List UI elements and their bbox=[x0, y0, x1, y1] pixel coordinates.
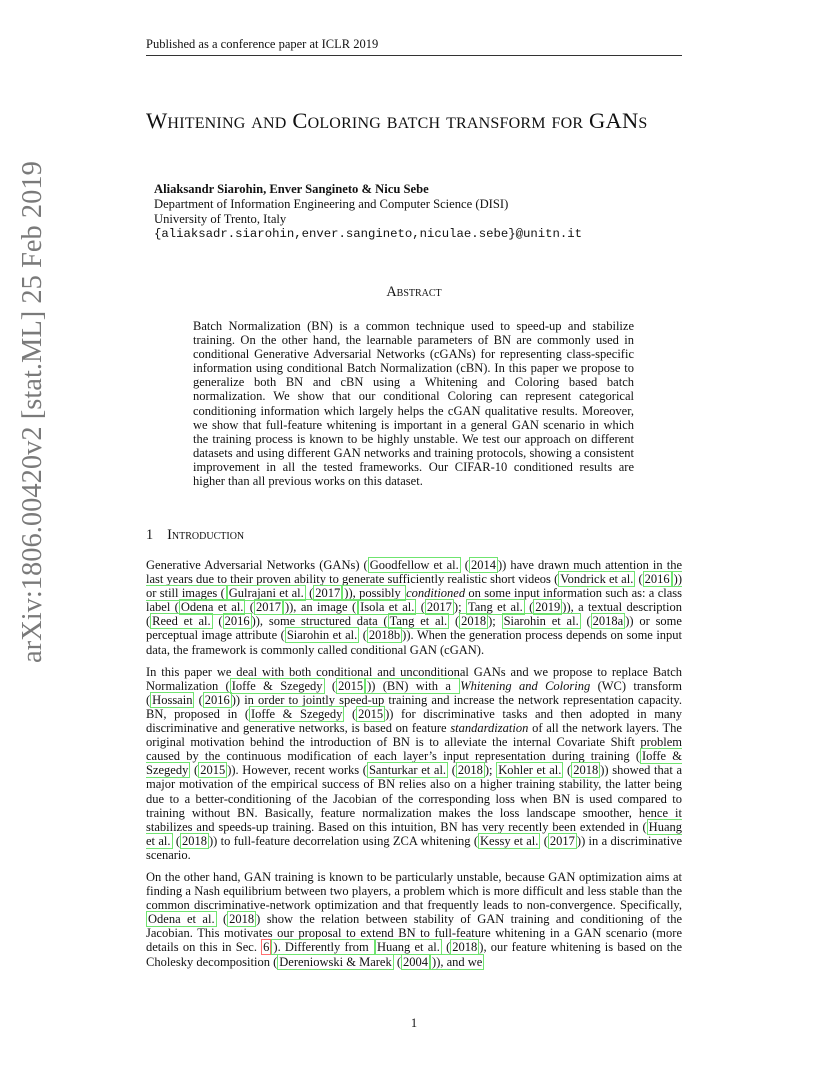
text-run: ( bbox=[441, 940, 451, 955]
text-run: ( bbox=[580, 614, 591, 629]
text-run: ); bbox=[484, 763, 497, 778]
citation-link[interactable]: 2017 bbox=[315, 586, 341, 601]
citation-link[interactable]: 2018 bbox=[457, 763, 483, 778]
citation-link[interactable]: 2015 bbox=[358, 706, 384, 721]
text-run: )), some structured data ( bbox=[251, 614, 388, 629]
citation-link[interactable]: ). Differently from bbox=[273, 940, 373, 955]
paragraph bbox=[146, 665, 682, 862]
citation-link[interactable]: 2017 bbox=[426, 600, 452, 615]
citation-link[interactable]: 2016 bbox=[204, 692, 230, 707]
text-run: ); bbox=[453, 600, 466, 615]
text-run: ( bbox=[393, 954, 402, 969]
citation-link[interactable]: 2018 bbox=[461, 614, 487, 629]
citation-link[interactable]: Hossain bbox=[152, 692, 193, 707]
text-run: on some input information such as: a class label ( bbox=[146, 586, 682, 615]
text-run: ( bbox=[448, 763, 456, 778]
text-run: ( bbox=[344, 706, 357, 721]
text-run: ( bbox=[212, 614, 223, 629]
text-run: In this paper we deal with both conditional and unconditional GANs and we propose to replace Batch Normalization ( bbox=[146, 664, 682, 693]
page-number: 1 bbox=[410, 1016, 418, 1030]
section-heading-introduction bbox=[146, 526, 682, 544]
text-run: On the other hand, GAN training is known to be particularly unstable, because GAN optimization aims at finding a Nash equilibrium between two players, a problem which is more difficult and less stable than the common discriminative-network optimization and that frequently leads to non-convergence. Specifically, bbox=[146, 869, 682, 913]
citation-link[interactable]: 2016 bbox=[644, 572, 670, 587]
abstract-heading: Abstract bbox=[386, 284, 442, 300]
paragraph bbox=[146, 870, 682, 969]
citation-link[interactable]: 2018b bbox=[368, 628, 401, 643]
citation-link[interactable]: )) or still images ( bbox=[146, 572, 682, 601]
citation-link[interactable]: 2018 bbox=[452, 940, 478, 955]
citation-link[interactable]: 2018 bbox=[182, 833, 207, 848]
text-run: ( bbox=[524, 600, 534, 615]
text-run: ) show the relation between stability of GAN training and conditioning of the Jacobian. This motivates our proposal to extend BN to full-feature whitening in a GAN scenario (more details on this in Sec. bbox=[146, 912, 683, 955]
citation-link[interactable]: 2018 bbox=[573, 763, 599, 778]
text-run: ( bbox=[190, 763, 199, 778]
text-run: ( bbox=[449, 614, 460, 629]
citation-link[interactable]: Vondrick et al. bbox=[560, 572, 634, 587]
text-run: ( bbox=[172, 833, 180, 848]
citation-link[interactable]: )) (BN) with a bbox=[367, 678, 459, 693]
citation-link[interactable]: Odena et al. bbox=[180, 600, 244, 615]
citation-link[interactable]: Huang et al. bbox=[376, 940, 440, 955]
emphasis: conditioned bbox=[406, 586, 466, 601]
citation-link[interactable]: Ioffe & Szegedy bbox=[251, 706, 343, 721]
citation-link[interactable]: Santurkar et al. bbox=[368, 763, 447, 778]
citation-link[interactable]: Kessy et al. bbox=[480, 833, 539, 848]
citation-link[interactable]: 2018a bbox=[592, 614, 624, 629]
citation-link[interactable]: Ioffe & Szegedy bbox=[231, 678, 323, 693]
citation-link[interactable]: Siarohin et al. bbox=[503, 614, 579, 629]
text-run: ( bbox=[540, 833, 548, 848]
citation-link[interactable]: 2017 bbox=[549, 833, 575, 848]
affiliation-department: Department of Information Engineering and Computer Science (DISI) bbox=[154, 197, 509, 211]
author-emails: {aliaksadr.siarohin,enver.sangineto,niculae.sebe}@unitn.it bbox=[154, 227, 583, 241]
citation-link[interactable]: Odena et al. bbox=[148, 912, 215, 927]
citation-link[interactable]: Dereniowski & Marek bbox=[279, 954, 392, 969]
text-run: of all the network layers. The original motivation behind the introduction of BN is to alleviate the internal Covariate Shift problem caused by the continuous modification of each layer’s input representation during training ( bbox=[146, 721, 682, 764]
author-names: Aliaksandr Siarohin, Enver Sangineto & Nicu Sebe bbox=[154, 182, 429, 196]
citation-link[interactable]: 2015 bbox=[200, 763, 226, 778]
emphasis: Whitening and Coloring bbox=[460, 678, 591, 693]
citation-link[interactable]: Reed et al. bbox=[152, 614, 211, 629]
paper-title: Whitening and Coloring batch transform for GANs bbox=[146, 108, 648, 133]
citation-link[interactable]: Tang et al. bbox=[389, 614, 448, 629]
citation-link[interactable]: )), an image ( bbox=[284, 600, 357, 615]
text-run: ( bbox=[324, 678, 337, 693]
citation-link[interactable]: 2004 bbox=[403, 954, 429, 969]
text-run: ( bbox=[635, 572, 643, 587]
citation-link[interactable]: 2016 bbox=[224, 614, 250, 629]
citation-link[interactable]: 2019 bbox=[535, 600, 561, 615]
section-number: 1 bbox=[146, 527, 154, 543]
citation-link[interactable]: Huang et al. bbox=[146, 819, 682, 848]
abstract-text: Batch Normalization (BN) is a common technique used to speed-up and stabilize training. On the other hand, the learnable parameters of BN are commonly used in conditional Generative Adversarial Networks (cGANs) for representing class-specific information using conditional Batch Normalization (cBN). In this paper we propose to generalize both BN and cBN using a Whitening and Coloring based batch normalization. We show that our conditional Coloring can represent categorical conditioning information which largely helps the cGAN qualitative results. Moreover, we show that full-feature whitening is important in a general GAN scenario in which the training process is known to be highly unstable. We test our approach on different datasets and using different GAN networks and training protocols, showing a consistent improvement in all the tested frameworks. Our CIFAR-10 conditioned results are higher than all previous works on this dataset. bbox=[193, 319, 634, 489]
citation-link[interactable]: 2017 bbox=[255, 600, 281, 615]
arxiv-id: arXiv:1806.00420v2 [stat.ML] 25 Feb 2019 bbox=[17, 161, 48, 663]
text-run: )), a textual description ( bbox=[146, 600, 683, 629]
running-header: Published as a conference paper at ICLR 2019 bbox=[146, 36, 682, 56]
text-run: ( bbox=[416, 600, 425, 615]
text-run: )) to full-feature decorrelation using ZCA whitening ( bbox=[209, 833, 479, 848]
text-run: ( bbox=[194, 692, 203, 707]
citation-link[interactable]: )), possibly bbox=[344, 586, 405, 601]
text-run: ); bbox=[488, 614, 502, 629]
text-run: ( bbox=[305, 586, 314, 601]
citation-link[interactable]: )), and we bbox=[432, 954, 483, 969]
text-run: )) showed that a major motivation of the empirical success of BN relies also on a higher training stability, the latter being due to a better-conditioning of the Jacobian of the corresponding loss when BN is used compared to training without BN. Basically, feature normalization makes the loss landscape smoother, hence it stabilizes and speeds-up training. Based on this intuition, BN has very recently been extended in ( bbox=[146, 763, 683, 834]
section-title: Introduction bbox=[167, 527, 245, 543]
text-run: ( bbox=[359, 628, 367, 643]
affiliation-university: University of Trento, Italy bbox=[154, 212, 287, 226]
text-run: (WC) transform ( bbox=[146, 678, 682, 707]
citation-link[interactable]: 2015 bbox=[338, 678, 364, 693]
text-run: )) for discriminative tasks and then adopted in many discriminative and generative networks, is based on feature bbox=[146, 706, 682, 736]
text-run: )). However, recent works ( bbox=[227, 763, 367, 778]
text-run: )) have drawn much attention in the last years due to their proven ability to generate sufficiently realistic short videos ( bbox=[146, 558, 682, 587]
text-run: )) or some perceptual image attribute ( bbox=[146, 614, 682, 643]
citation-link[interactable]: Isola et al. bbox=[360, 600, 415, 615]
introduction-body bbox=[146, 558, 682, 977]
text-run: ), our feature whitening is based on the Cholesky decomposition ( bbox=[146, 940, 683, 969]
citation-link[interactable]: Siarohin et al. bbox=[286, 628, 358, 643]
text-run: ( bbox=[245, 600, 254, 615]
citation-link[interactable]: Gulrajani et al. bbox=[228, 586, 304, 601]
text-run: ( bbox=[563, 763, 572, 778]
text-run: )) in a discriminative scenario. bbox=[146, 833, 682, 862]
citation-link[interactable]: Goodfellow et al. bbox=[369, 558, 459, 572]
citation-link[interactable]: Kohler et al. bbox=[498, 763, 562, 778]
text-run: )) in order to jointly speed-up training and increase the network representation capacity. BN, proposed in ( bbox=[146, 692, 682, 721]
text-run: ( bbox=[460, 558, 469, 572]
citation-link[interactable]: Tang et al. bbox=[467, 600, 523, 615]
text-run: ( bbox=[216, 912, 228, 927]
citation-link[interactable]: 2018 bbox=[229, 912, 255, 927]
section-ref-link[interactable]: 6 bbox=[263, 940, 270, 955]
paragraph bbox=[146, 558, 682, 657]
text-run: Generative Adversarial Networks (GANs) ( bbox=[146, 558, 368, 572]
emphasis: standardization bbox=[450, 721, 529, 736]
text-run: )). When the generation process depends on some input data, the framework is commonly called conditional GAN (cGAN). bbox=[146, 628, 683, 657]
author-block bbox=[154, 182, 674, 242]
citation-link[interactable]: 2014 bbox=[470, 558, 496, 572]
citation-link[interactable]: Ioffe & Szegedy bbox=[146, 749, 682, 778]
